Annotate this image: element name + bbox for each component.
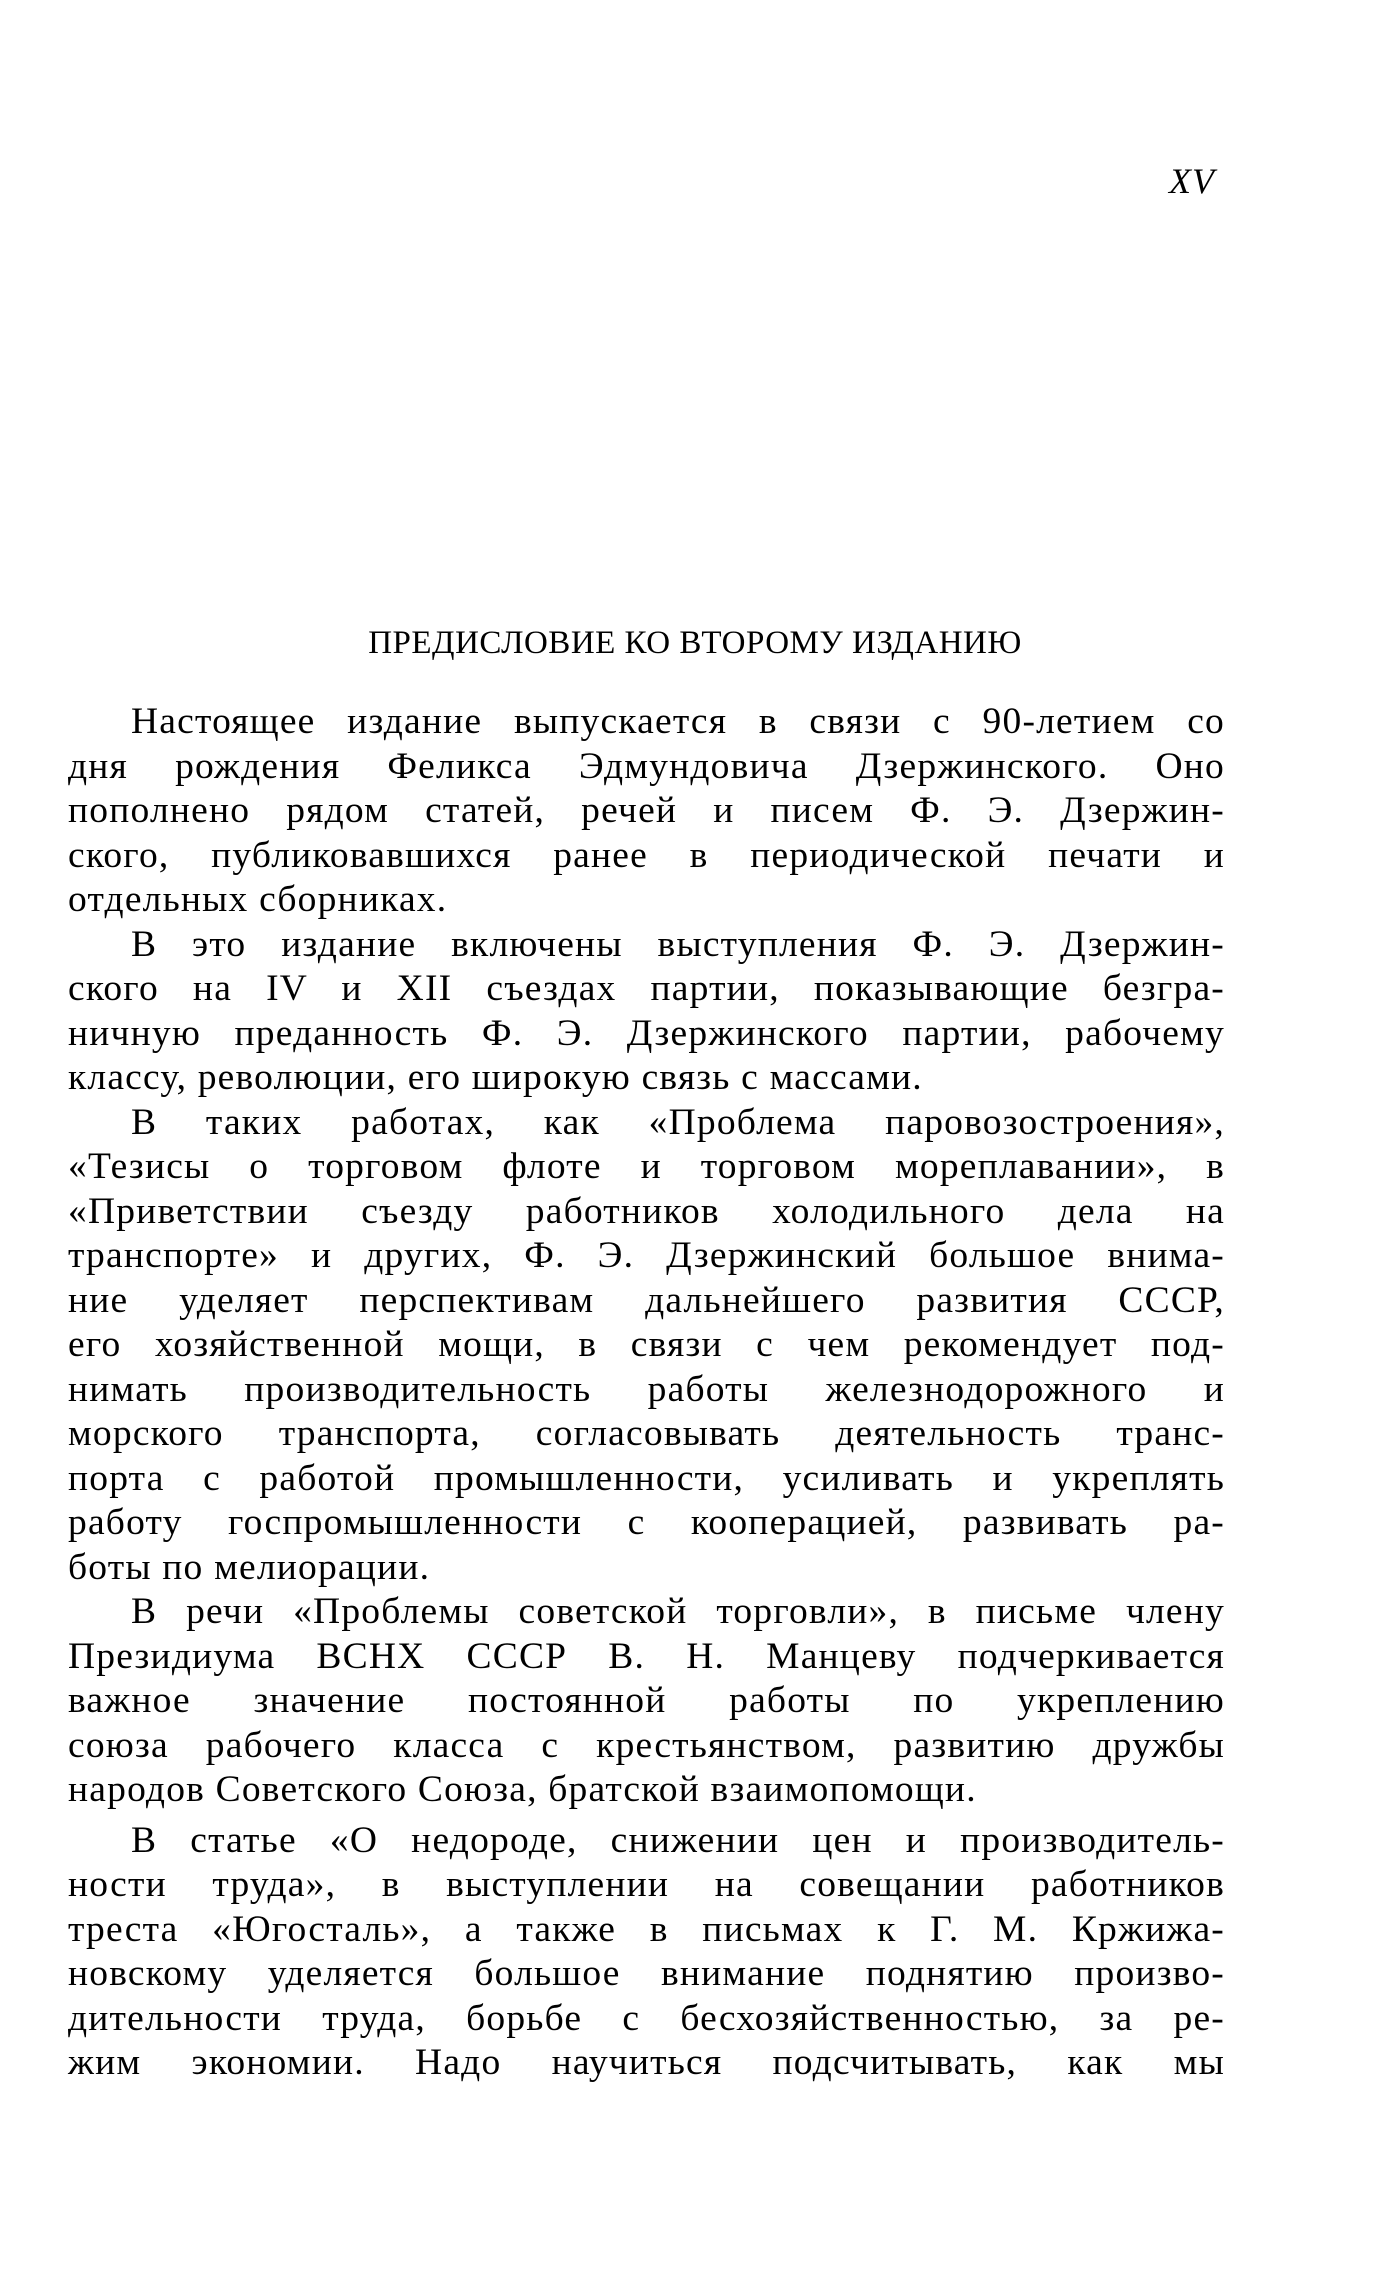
text-line: боты по мелиорации. — [68, 1546, 431, 1588]
text-line: ского на IV и XII съездах партии, показывающие безгра- — [68, 968, 1225, 1009]
page-number: XV — [1169, 161, 1215, 201]
paragraph — [68, 700, 1225, 923]
text-line: народов Советского Союза, братской взаимопомощи. — [68, 1769, 977, 1810]
text-line: ского, публиковавшихся ранее в периодической печати и — [68, 834, 1225, 876]
text-line: Настоящее издание выпускается в связи с 90-летием со — [131, 701, 1225, 742]
paragraph — [68, 1819, 1225, 2086]
section-heading: ПРЕДИСЛОВИЕ КО ВТОРОМУ ИЗДАНИЮ — [368, 625, 1022, 661]
text-line: ничную преданность Ф. Э. Дзержинского партии, рабочему — [68, 1012, 1225, 1054]
text-line: союза рабочего класса с крестьянством, развитию дружбы — [68, 1724, 1225, 1766]
text-line: отдельных сборниках. — [68, 879, 448, 920]
text-line: «Тезисы о торговом флоте и торговом мореплавании», в — [68, 1146, 1225, 1187]
text-line: дня рождения Феликса Эдмундовича Дзержинского. Оно — [68, 745, 1225, 787]
text-line: ности труда», в выступлении на совещании работников — [68, 1864, 1225, 1905]
text-line: морского транспорта, согласовывать деятельность транс- — [68, 1413, 1225, 1454]
text-line: транспорте» и других, Ф. Э. Дзержинский большое внима- — [68, 1235, 1225, 1276]
text-line: важное значение постоянной работы по укреплению — [68, 1680, 1225, 1721]
text-line: новскому уделяется большое внимание поднятию произво- — [68, 1953, 1225, 1994]
text-line: порта с работой промышленности, усиливать и укреплять — [68, 1457, 1225, 1499]
paragraph — [68, 1590, 1225, 1813]
text-line: нимать производительность работы железнодорожного и — [68, 1368, 1225, 1410]
text-line: ние уделяет перспективам дальнейшего развития СССР, — [68, 1279, 1225, 1321]
text-line: В статье «О недороде, снижении цен и производитель- — [131, 1819, 1225, 1861]
text-line: Президиума ВСНХ СССР В. Н. Манцеву подчеркивается — [68, 1635, 1225, 1677]
text-line: пополнено рядом статей, речей и писем Ф. Э. Дзержин- — [68, 790, 1225, 831]
text-line: дительности труда, борьбе с бесхозяйственностью, за ре- — [68, 1997, 1225, 2039]
body-text — [68, 700, 1225, 2086]
text-line: работу госпромышленности с кооперацией, развивать ра- — [68, 1502, 1225, 1543]
text-line: В речи «Проблемы советской торговли», в письме члену — [131, 1591, 1225, 1632]
paragraph — [68, 1101, 1225, 1591]
text-line: жим экономии. Надо научиться подсчитывать, как мы — [68, 2042, 1225, 2083]
text-line: «Приветствии съезду работников холодильного дела на — [68, 1190, 1225, 1232]
text-line: треста «Югосталь», а также в письмах к Г. М. Кржижа- — [68, 1908, 1225, 1950]
text-line: В это издание включены выступления Ф. Э. Дзержин- — [131, 923, 1225, 965]
text-line: классу, революции, его широкую связь с массами. — [68, 1057, 923, 1098]
paragraph — [68, 923, 1225, 1101]
text-line: его хозяйственной мощи, в связи с чем рекомендует под- — [68, 1324, 1225, 1365]
text-line: В таких работах, как «Проблема паровозостроения», — [131, 1101, 1225, 1143]
